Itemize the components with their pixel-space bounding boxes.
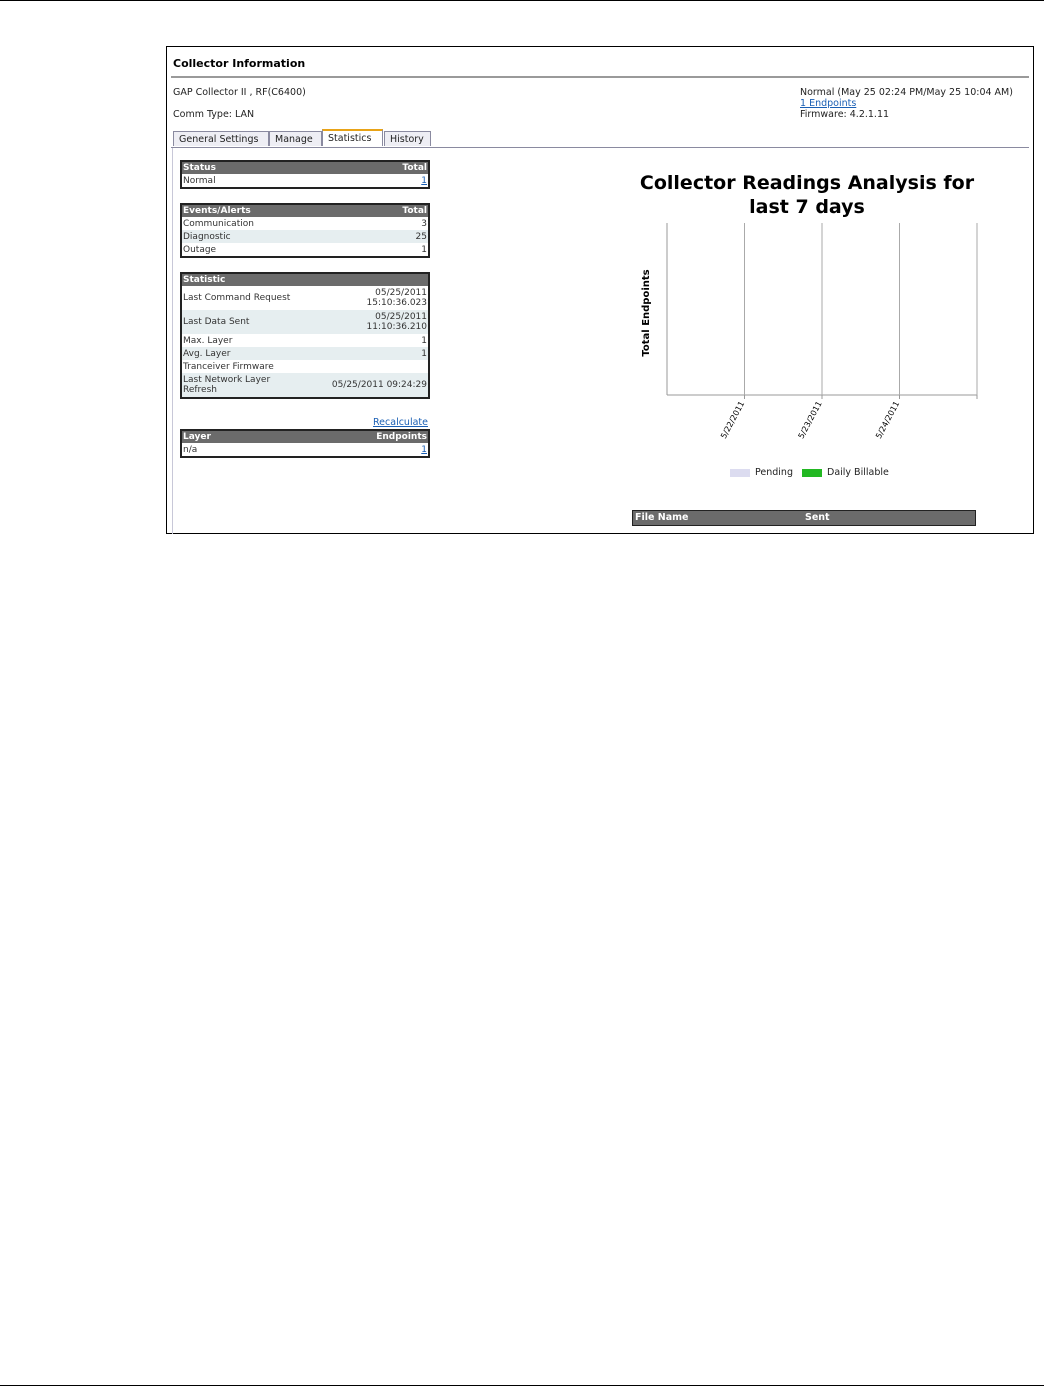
status-count-link[interactable]: 1 [421,175,427,186]
layer-endpoints-link[interactable]: 1 [421,444,427,455]
column-header: Layer [183,432,211,442]
row-value: 05/25/2011 09:24:29 [331,380,427,390]
tab-history[interactable]: History [384,131,431,146]
panel-title: Collector Information [173,57,306,70]
legend-label: Pending [755,467,793,478]
page-top-rule [0,0,1044,1]
tab-statistics[interactable]: Statistics [322,129,383,146]
column-header: Statistic [183,275,226,285]
column-header: Endpoints [376,432,427,442]
chart-title: Collector Readings Analysis for last 7 days [639,172,975,218]
firmware-version: Firmware: 4.2.1.11 [800,109,890,120]
layer-table [180,429,430,458]
row-value: 25 [415,231,427,242]
column-header: Total [402,206,427,216]
column-header: Status [183,163,216,173]
table-row [182,443,428,456]
events-alerts-table [180,203,430,258]
table-row [182,360,428,373]
x-tick-label: 5/22/2011 [719,399,747,441]
row-label: n/a [183,444,198,455]
collector-name: GAP Collector II , RF(C6400) [173,87,306,98]
page-bottom-rule [0,1385,1044,1386]
row-label: Outage [183,244,217,255]
row-label: Last Network Layer Refresh [183,375,271,395]
row-value: 05/25/2011 11:10:36.210 [366,312,427,332]
readings-chart [629,223,989,463]
legend-label: Daily Billable [827,467,889,478]
row-label: Last Command Request [183,293,291,303]
collector-information-panel [166,46,1034,534]
legend-item-pending [730,467,793,478]
file-table-header [632,510,976,526]
row-label: Last Data Sent [183,317,250,327]
title-divider [171,76,1029,78]
endpoints-link[interactable]: 1 Endpoints [800,98,857,109]
tab-underline [171,147,1029,148]
table-row [182,217,428,230]
table-row [182,347,428,360]
x-tick-label: 5/23/2011 [796,399,824,441]
table-row [182,334,428,347]
column-header: Events/Alerts [183,206,251,216]
legend-swatch [730,469,750,477]
table-header [182,431,428,443]
tab-general-settings[interactable]: General Settings [173,131,269,146]
row-label: Avg. Layer [183,348,231,359]
table-row [182,373,428,397]
table-header [182,162,428,174]
table-header [182,274,428,286]
table-row [182,243,428,256]
row-label: Normal [183,175,216,186]
row-value: 1 [421,244,427,255]
legend-swatch [802,469,822,477]
table-row [182,286,428,310]
row-value: 3 [421,218,427,229]
plot-area [667,223,977,440]
column-header: Total [402,163,427,173]
table-row [182,230,428,243]
column-header: Sent [805,512,830,523]
row-value: 1 [421,348,427,359]
tab-manage[interactable]: Manage [269,131,322,146]
legend-item-daily-billable [802,467,889,478]
table-header [182,205,428,217]
row-value: 05/25/2011 15:10:36.023 [366,288,427,308]
row-value: 1 [421,335,427,346]
content-left-border [172,148,173,534]
table-row [182,174,428,187]
comm-type: Comm Type: LAN [173,109,255,120]
recalculate-link[interactable]: Recalculate [373,417,428,428]
status-table [180,160,430,189]
y-axis-label: Total Endpoints [641,269,652,357]
table-row [182,310,428,334]
row-label: Max. Layer [183,335,233,346]
row-label: Diagnostic [183,231,231,242]
statistic-table [180,272,430,399]
collector-status: Normal (May 25 02:24 PM/May 25 10:04 AM) [800,87,1013,98]
x-tick-label: 5/24/2011 [874,399,902,441]
row-label: Communication [183,218,254,229]
column-header: File Name [635,512,689,523]
row-label: Tranceiver Firmware [183,361,274,372]
